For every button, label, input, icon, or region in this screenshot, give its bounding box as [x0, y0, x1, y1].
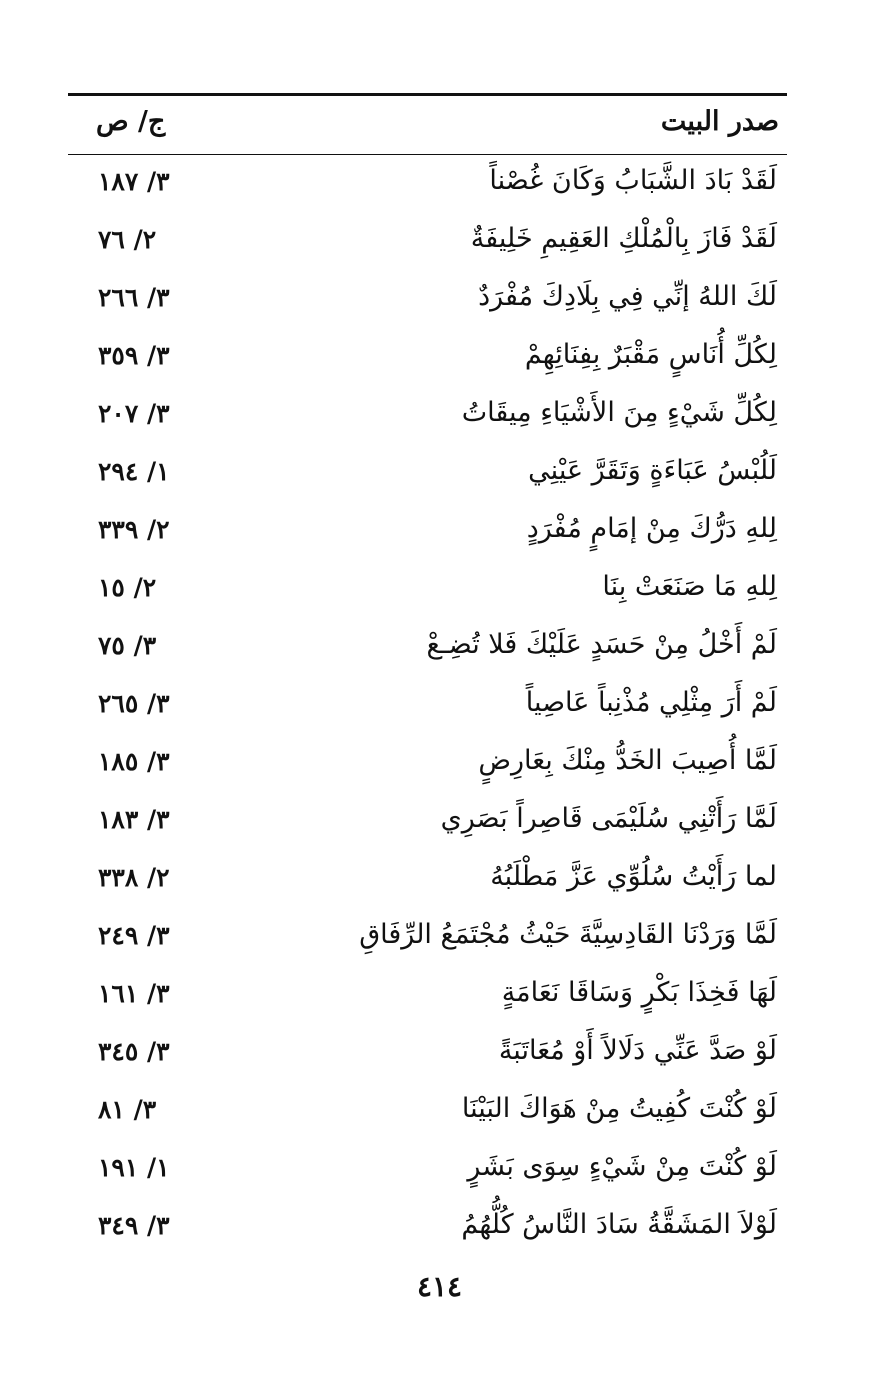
volume-page-reference: ٣/ ٣٥٩	[98, 341, 170, 370]
table-row	[68, 1025, 787, 1083]
verse-opening: لِكُلِّ شَيْءٍ مِنَ الأَشْيَاءِ مِيقَاتُ	[461, 397, 777, 428]
volume-page-reference: ٣/ ٢٦٥	[98, 689, 170, 718]
table-row	[68, 445, 787, 503]
volume-page-reference: ٢/ ٧٦	[98, 225, 157, 254]
verse-opening: لَوْ كُنْتَ كُفِيتُ مِنْ هَوَاكَ البَيْنَا	[461, 1093, 777, 1124]
volume-page-reference: ٣/ ٣٤٩	[98, 1211, 170, 1240]
verse-opening: لِلهِ دَرُّكَ مِنْ إمَامٍ مُفْرَدٍ	[526, 513, 777, 544]
verse-opening: لَهَا فَخِذَا بَكْرٍ وَسَاقَا نَعَامَةٍ	[501, 977, 777, 1008]
table-row	[68, 329, 787, 387]
table-row	[68, 677, 787, 735]
verse-opening: لَمَّا رَأَتْنِي سُلَيْمَى قَاصِراً بَصَرِي	[440, 803, 777, 834]
table-row	[68, 561, 787, 619]
volume-page-reference: ١/ ١٩١	[98, 1153, 170, 1182]
table-row	[68, 619, 787, 677]
volume-page-reference: ٣/ ١٨٥	[98, 747, 170, 776]
table-row	[68, 967, 787, 1025]
verse-opening: لَوْ صَدَّ عَنِّي دَلَالاً أَوْ مُعَاتَبَةً	[498, 1035, 777, 1066]
reference-column-header: ج/ ص	[96, 106, 166, 137]
table-row	[68, 851, 787, 909]
table-row	[68, 387, 787, 445]
volume-page-reference: ٢/ ١٥	[98, 573, 157, 602]
page-number: ٤١٤	[416, 1270, 463, 1303]
table-row	[68, 909, 787, 967]
table-row	[68, 735, 787, 793]
verse-opening: لَمَّا أُصِيبَ الخَدُّ مِنْكَ بِعَارِضٍ	[478, 745, 777, 776]
volume-page-reference: ٣/ ٢٠٧	[98, 399, 170, 428]
volume-page-reference: ٣/ ١٦١	[98, 979, 170, 1008]
volume-page-reference: ٣/ ٧٥	[98, 631, 157, 660]
verse-opening: لما رَأَيْتُ سُلُوِّي عَزَّ مَطْلَبُهُ	[490, 861, 777, 892]
verse-opening: لَوْلاَ المَشَقَّةُ سَادَ النَّاسُ كُلُّهُمُ	[461, 1209, 777, 1240]
table-header	[68, 96, 787, 154]
table-row	[68, 1141, 787, 1199]
verse-opening: لَكَ اللهُ إنِّي فِي بِلَادِكَ مُفْرَدٌ	[478, 281, 777, 312]
table-row	[68, 155, 787, 213]
volume-page-reference: ١/ ٢٩٤	[98, 457, 170, 486]
verse-opening: لَلُبْسُ عَبَاءَةٍ وَتَقَرَّ عَيْنِي	[528, 455, 777, 486]
verse-opening: لَمْ أَرَ مِثْلِي مُذْنِباً عَاصِياً	[525, 687, 777, 718]
table-row	[68, 1199, 787, 1257]
verse-opening: لَوْ كُنْتَ مِنْ شَيْءٍ سِوَى بَشَرٍ	[467, 1151, 777, 1182]
verse-opening: لَمَّا وَرَدْنَا القَادِسِيَّةَ حَيْثُ مُجْتَمَعُ الرِّفَاقِ	[359, 919, 777, 950]
table-row	[68, 213, 787, 271]
volume-page-reference: ٣/ ٢٤٩	[98, 921, 170, 950]
volume-page-reference: ٢/ ٣٣٨	[98, 863, 170, 892]
verse-opening: لِكُلِّ أُنَاسٍ مَقْبَرٌ بِفِنَائِهِمْ	[524, 339, 777, 370]
table-row	[68, 793, 787, 851]
table-row	[68, 1083, 787, 1141]
volume-page-reference: ٣/ ٢٦٦	[98, 283, 170, 312]
verse-column-header: صدر البيت	[660, 106, 779, 137]
volume-page-reference: ٣/ ٨١	[98, 1095, 157, 1124]
table-row	[68, 503, 787, 561]
volume-page-reference: ٣/ ١٨٧	[98, 167, 170, 196]
verse-opening: لَقَدْ بَادَ الشَّبَابُ وَكَانَ غُصْناً	[489, 165, 777, 196]
table-row	[68, 271, 787, 329]
verse-opening: لِلهِ مَا صَنَعَتْ بِنَا	[602, 571, 777, 602]
volume-page-reference: ٢/ ٣٣٩	[98, 515, 170, 544]
verse-opening: لَمْ أَخْلُ مِنْ حَسَدٍ عَلَيْكَ فَلا تُضِـعْ	[426, 629, 777, 660]
volume-page-reference: ٣/ ١٨٣	[98, 805, 170, 834]
verse-index-table	[68, 155, 787, 1257]
volume-page-reference: ٣/ ٣٤٥	[98, 1037, 170, 1066]
verse-opening: لَقَدْ فَازَ بِالْمُلْكِ العَقِيمِ خَلِيفَةٌ	[470, 223, 777, 254]
